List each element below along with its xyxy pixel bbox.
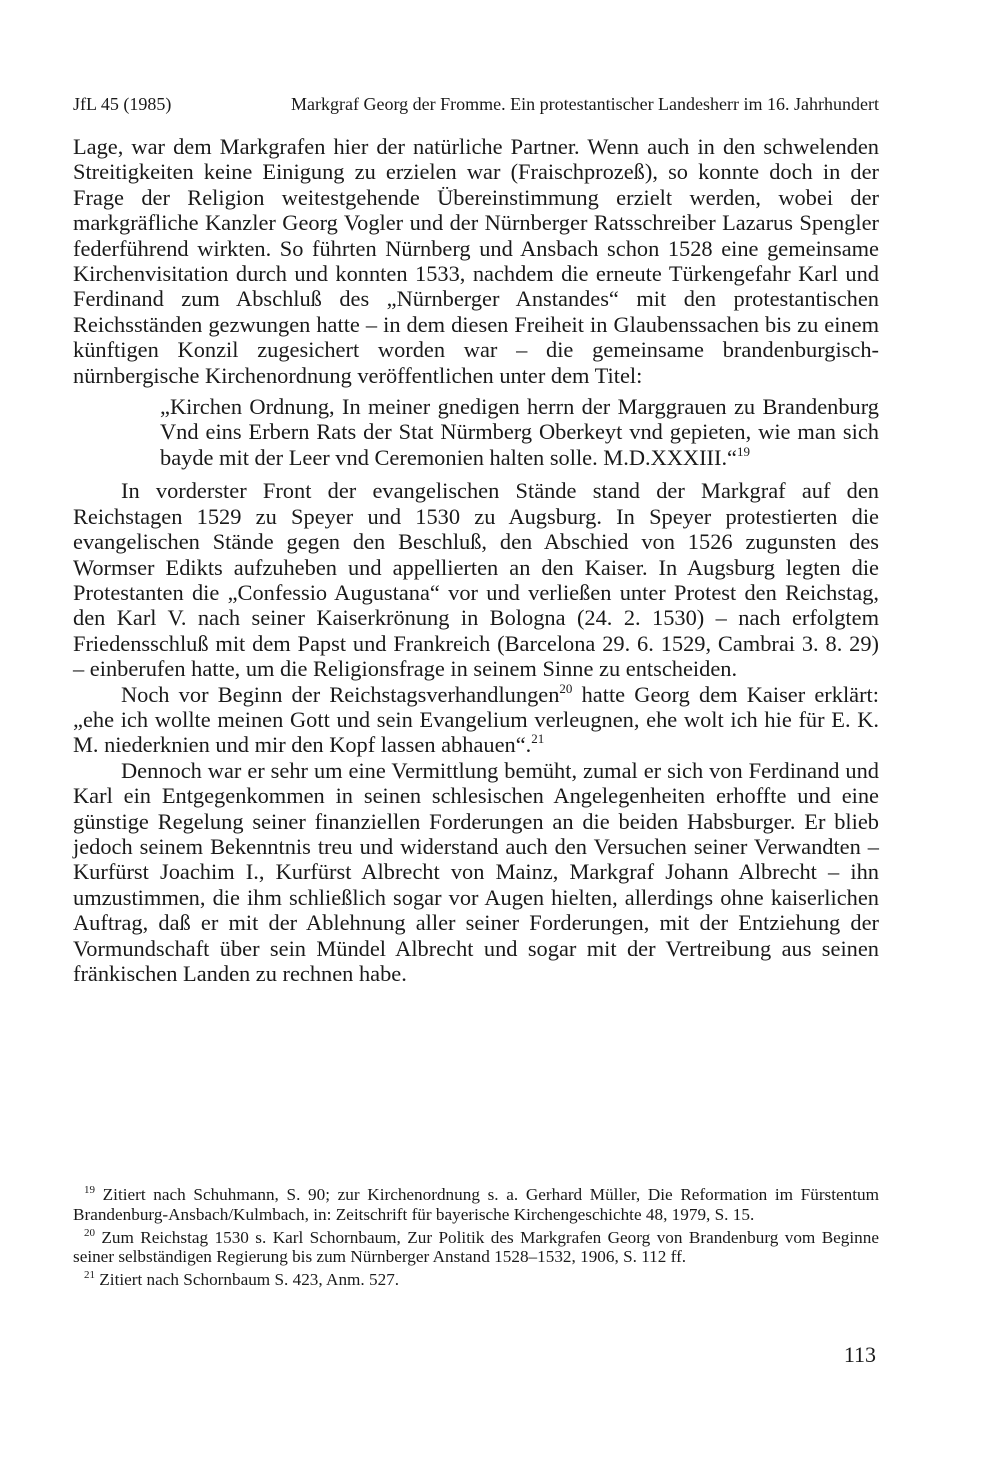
paragraph-3 (73, 682, 879, 758)
footnote-text: Zitiert nach Schornbaum S. 423, Anm. 527. (95, 1270, 400, 1290)
paragraph-2: In vorderster Front der evangelischen Stände stand der Markgraf auf den Reichstagen 1529 zu Speyer und 1530 zu Augsburg. In Speyer protestierten die evangelischen Stände gegen den Beschluß, den Abschied von 1526 zugunsten des Wormser Edikts aufzuheben und appellierten an den Kaiser. In Augsburg legten die Protestanten die „Confessio Augustana“ vor und verließen unter Protest den Reichstag, den Karl V. nach seiner Kaiserkrönung in Bologna (24. 2. 1530) – nach erfolgtem Friedensschluß mit dem Papst und Frankreich (Barcelona 29. 6. 1529, Cambrai 3. 8. 29) – einberufen hatte, um die Religionsfrage in seinem Sinne zu entscheiden. (73, 478, 879, 682)
running-head-title: Markgraf Georg der Fromme. Ein protestantischer Landesherr im 16. Jahrhundert (291, 94, 879, 114)
footnotes (73, 1185, 879, 1293)
footnote-number: 20 (84, 1226, 95, 1239)
running-head-journal: JfL 45 (1985) (73, 94, 172, 114)
paragraph-1: Lage, war dem Markgrafen hier der natürliche Partner. Wenn auch in den schwelenden Streitigkeiten keine Einigung zu erzielen war (Fraischprozeß), so konnte doch in der Frage der Religion weitestgehende Übereinstimmung erzielt werden, wobei der markgräfliche Kanzler Georg Vogler und der Nürnberger Ratsschreiber Lazarus Spengler federführend wirkten. So führten Nürnberg und Ansbach schon 1528 eine gemeinsame Kirchenvisitation durch und konnten 1533, nachdem die erneute Türkengefahr Karl und Ferdinand zum Abschluß des „Nürnberger Anstandes“ mit den protestantischen Reichsständen gezwungen hatte – in dem diesen Freiheit in Glaubenssachen bis zu einem künftigen Konzil zugesichert worden war – die gemeinsame brandenburgisch-nürnbergische Kirchenordnung veröffentlichen unter dem Titel: (73, 134, 879, 388)
footnote-20 (73, 1228, 879, 1268)
page-content (73, 92, 879, 986)
paragraph-3-part-1: Noch vor Beginn der Reichstagsverhandlungen (121, 681, 560, 707)
footnote-ref-20[interactable]: 20 (559, 680, 573, 696)
running-head (73, 92, 879, 116)
footnote-ref-19[interactable]: 19 (737, 443, 750, 459)
paragraph-3-part-2: hatte Georg dem Kaiser erklärt: „ehe ich wollte meinen Gott und sein Evangelium verleugnen, ehe wolt ich hie für E. K. M. niederknien und mir den Kopf lassen abhauen“. (73, 681, 879, 758)
footnote-text: Zum Reichstag 1530 s. Karl Schornbaum, Zur Politik des Markgrafen Georg von Brandenburg vom Beginne seiner selbständigen Regierung bis zum Nürnberger Anstand 1528–1532, 1906, S. 112 ff. (73, 1227, 879, 1267)
quote-text: „Kirchen Ordnung, In meiner gnedigen herrn der Marggrauen zu Brandenburg Vnd eins Erbern Rats der Stat Nürmberg Oberkeyt vnd gepieten, wie man sich bayde mit der Leer vnd Ceremonien halten solle. M.D.XXXIII.“ (160, 394, 879, 470)
block-quote (160, 394, 879, 470)
paragraph-4: Dennoch war er sehr um eine Vermittlung bemüht, zumal er sich von Ferdinand und Karl ein Entgegenkommen in seinen schlesischen Angelegenheiten erhoffte und eine günstige Regelung seiner finanziellen Forderungen an die beiden Habsburger. Er blieb jedoch seinem Bekenntnis treu und widerstand auch den Versuchen seiner Verwandten – Kurfürst Joachim I., Kurfürst Albrecht von Mainz, Markgraf Johann Albrecht – ihn umzustimmen, die ihm schließlich sogar vor Augen hielten, allerdings ohne kaiserlichen Auftrag, daß er mit der Ablehnung aller seiner Forderungen, mit der Entziehung der Vormundschaft über sein Mündel Albrecht und sogar mit der Vertreibung aus seinen fränkischen Landen zu rechnen habe. (73, 757, 879, 986)
footnote-number: 21 (84, 1269, 95, 1282)
footnote-text: Zitiert nach Schuhmann, S. 90; zur Kirchenordnung s. a. Gerhard Müller, Die Reformation im Fürstentum Brandenburg-Ansbach/Kulmbach, in: Zeitschrift für bayerische Kirchengeschichte 48, 1979, S. 15. (73, 1185, 879, 1224)
footnote-19 (73, 1185, 879, 1225)
footnote-number: 19 (84, 1184, 95, 1196)
body-text (73, 134, 879, 986)
footnote-ref-21[interactable]: 21 (531, 731, 545, 747)
footnote-21 (73, 1270, 879, 1290)
page-number: 113 (843, 1342, 876, 1367)
